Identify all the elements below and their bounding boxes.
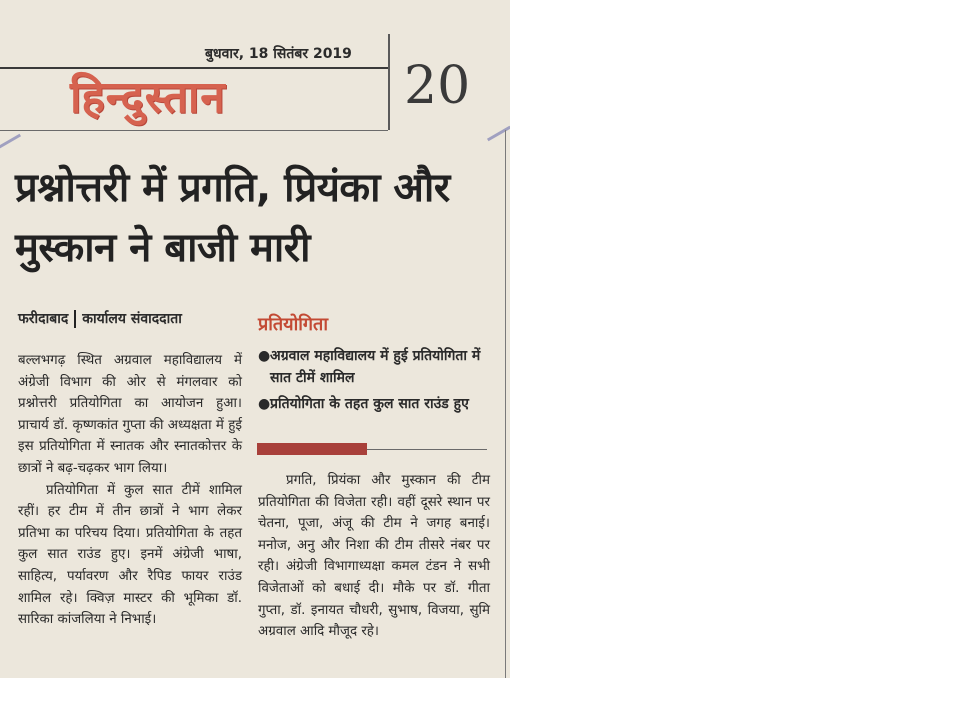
dateline: बुधवार, 18 सितंबर 2019 — [205, 46, 352, 62]
byline-author: कार्यालय संवाददाता — [82, 311, 182, 327]
highlights-box — [258, 345, 493, 419]
byline-separator — [74, 310, 76, 328]
byline-place: फरीदाबाद — [18, 311, 69, 327]
masthead-top-rule — [0, 67, 388, 69]
paragraph-2: प्रतियोगिता में कुल सात टीमें शामिल रहीं। हर टीम में तीन छात्रों ने भाग लेकर प्रतिभा का परिचय दिया। प्रतियोगिता के तहत कुल सात राउंड हुए। इनमें अंग्रेजी भाषा, साहित्य, पर्यावरण और रैपिड फायर राउंड शामिल रहे। क्विज़ मास्टर की भूमिका डॉ. सारिका कांजलिया ने निभाई। — [18, 482, 242, 628]
byline — [18, 309, 182, 328]
masthead-logo: हिन्दुस्तान — [70, 72, 226, 123]
bullet-icon: ● — [258, 348, 271, 364]
bullet-icon: ● — [258, 396, 271, 412]
page-number-divider — [388, 34, 390, 130]
article-column-1 — [18, 350, 242, 631]
highlight-text: अग्रवाल महाविद्यालय में हुई प्रतियोगिता में सात टीमें शामिल — [270, 348, 481, 386]
highlight-red-bar — [257, 443, 367, 455]
page-number: 20 — [404, 56, 471, 116]
article-headline: प्रश्नोत्तरी में प्रगति, प्रियंका और मुस्कान ने बाजी मारी — [15, 165, 450, 271]
clip-mark-right — [487, 126, 510, 142]
article-column-2 — [258, 470, 490, 643]
highlight-item — [258, 345, 493, 389]
paragraph-3: प्रगति, प्रियंका और मुस्कान की टीम प्रतियोगिता की विजेता रही। वहीं दूसरे स्थान पर चेतना, पूजा, अंजू की टीम ने जगह बनाई। मनोज, अनु और निशा की टीम तीसरे नंबर पर रही। अंग्रेजी विभागाध्यक्षा कमल टंडन ने सभी विजेताओं को बधाई दी। मौके पर डॉ. गीता गुप्ता, डॉ. इनायत चौधरी, सुभाष, विजया, सुमि अग्रवाल आदि मौजूद रहे। — [258, 473, 490, 640]
column-edge-line — [505, 130, 506, 678]
highlight-rule — [367, 449, 487, 450]
highlight-text: प्रतियोगिता के तहत कुल सात राउंड हुए — [270, 396, 469, 412]
kicker-label: प्रतियोगिता — [258, 314, 328, 335]
clip-mark-left — [0, 134, 21, 150]
highlight-item — [258, 393, 493, 415]
paragraph-1: बल्लभगढ़ स्थित अग्रवाल महाविद्यालय में अंग्रेजी विभाग की ओर से मंगलवार को प्रश्नोत्तरी प्रतियोगिता का आयोजन हुआ। प्राचार्य डॉ. कृष्णकांत गुप्ता की अध्यक्षता में हुई इस प्रतियोगिता में स्नातक और स्नातकोत्तर के छात्रों ने बढ़-चढ़कर भाग लिया। — [18, 353, 242, 476]
masthead-bottom-rule — [0, 130, 388, 131]
